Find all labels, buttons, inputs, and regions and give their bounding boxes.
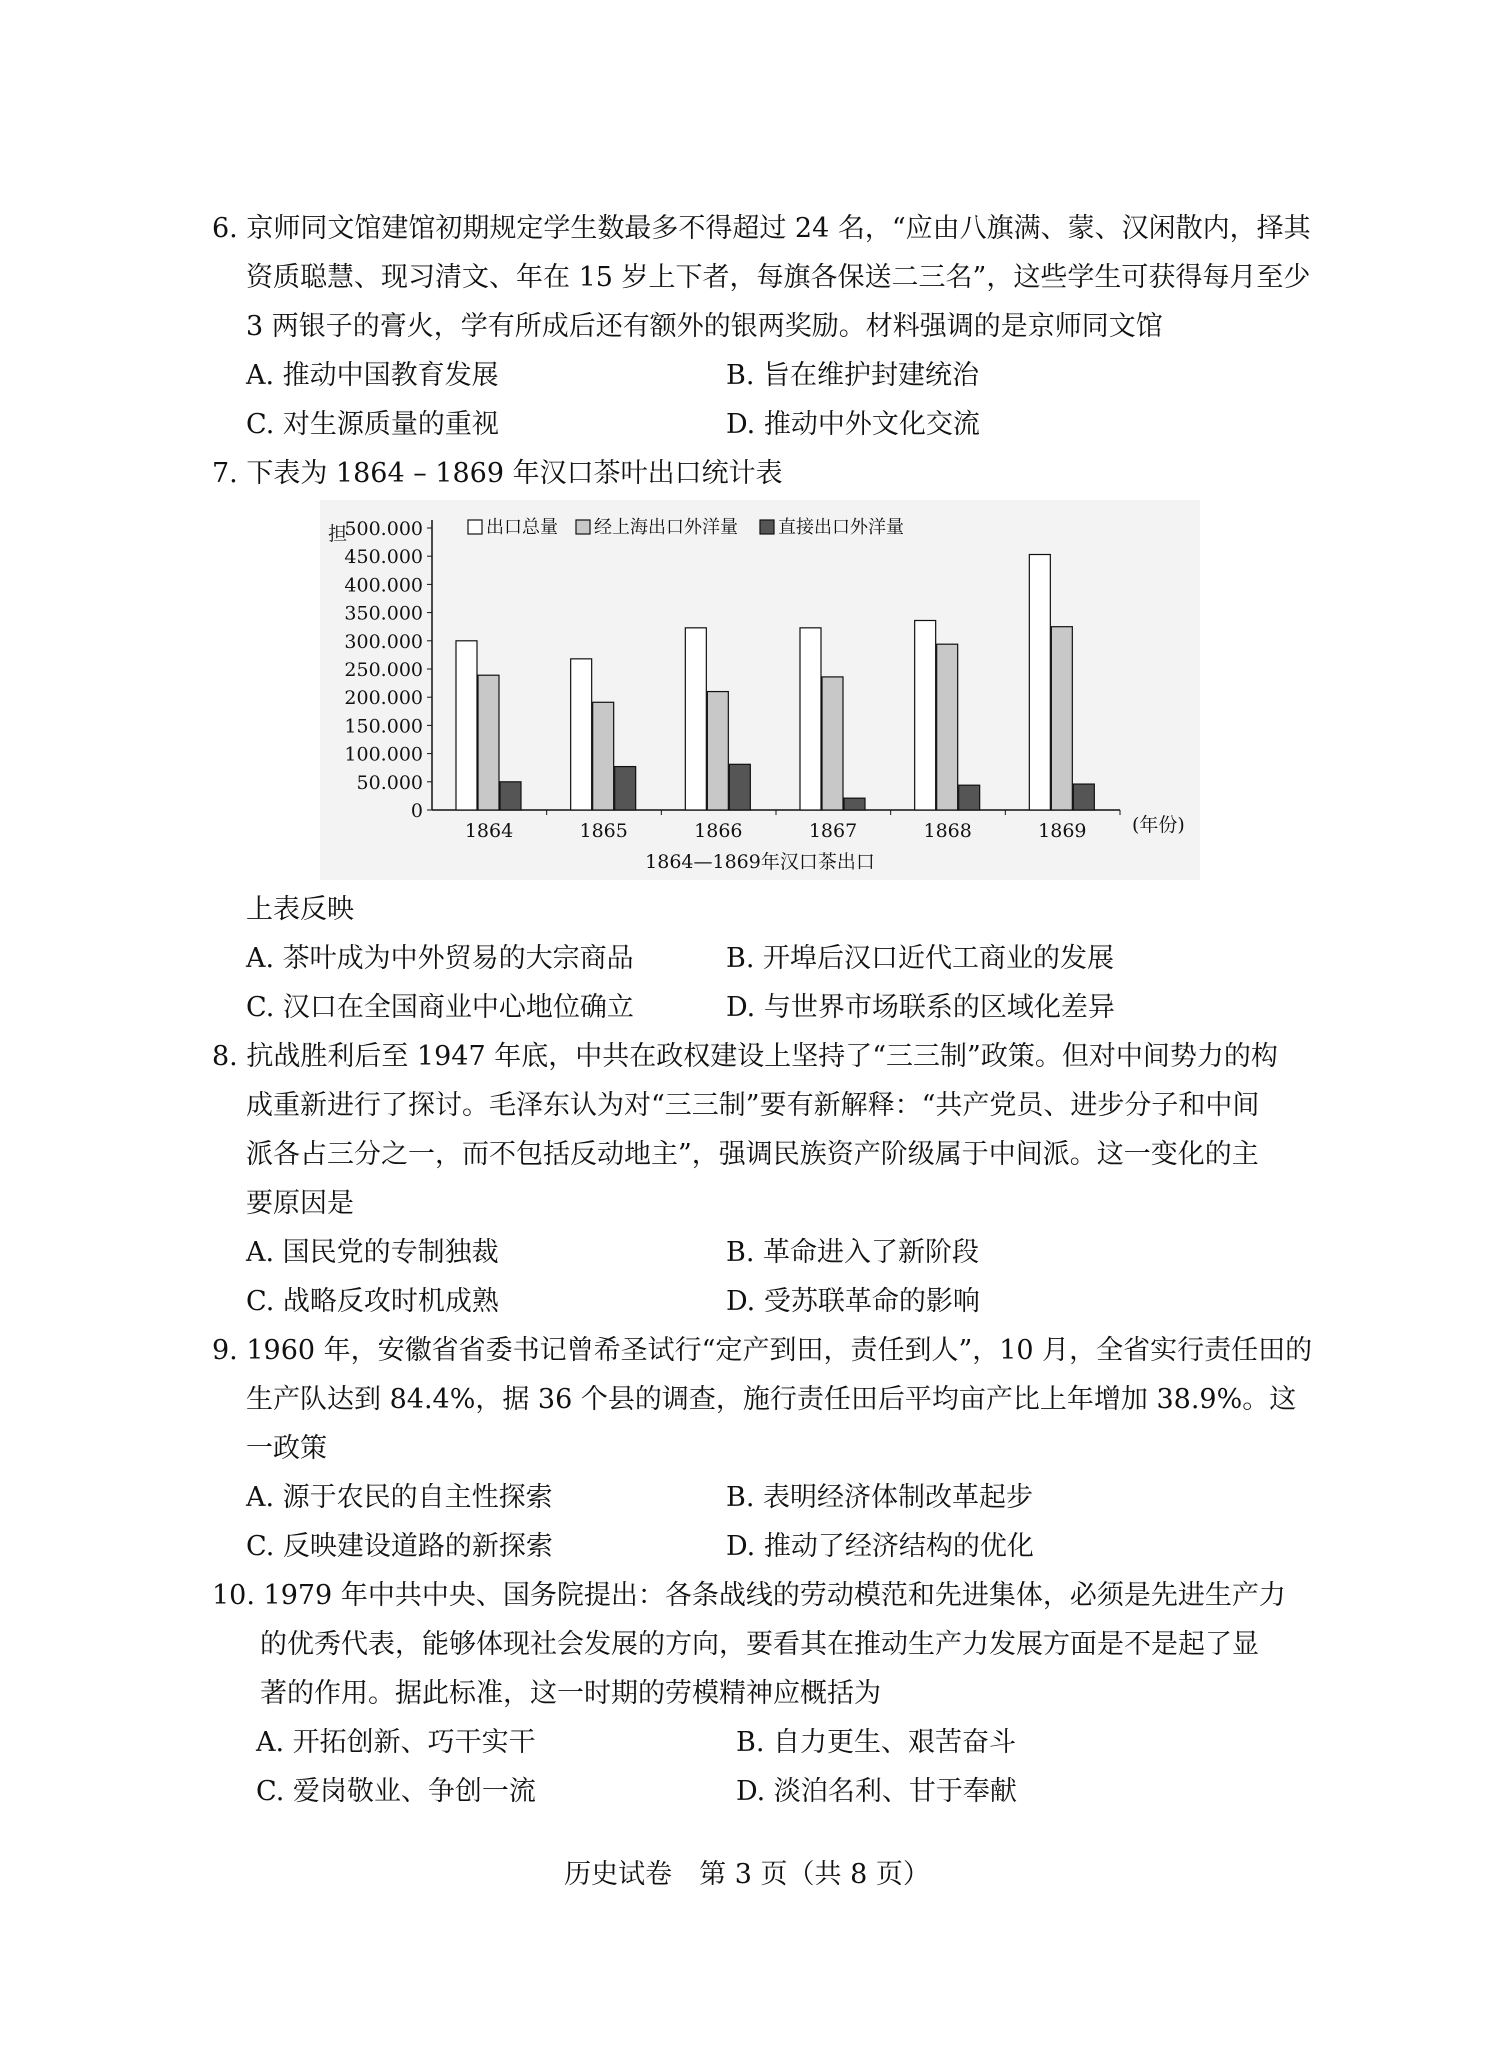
x-tick-label: 1869 — [1038, 820, 1087, 842]
x-tick-label: 1867 — [808, 820, 858, 842]
y-tick-label: 350.000 — [344, 602, 423, 625]
option-d[interactable]: D. 受苏联革命的影响 — [726, 1286, 980, 1317]
y-tick-label: 400.000 — [344, 574, 423, 597]
y-tick-label: 200.000 — [344, 687, 423, 710]
question-6-options — [246, 351, 1286, 449]
option-b[interactable]: B. 开埠后汉口近代工商业的发展 — [726, 943, 1115, 974]
x-tick-label: 1864 — [464, 820, 514, 842]
question-9-options — [246, 1473, 1286, 1571]
y-tick-label: 0 — [410, 800, 423, 822]
y-tick-label: 100.000 — [344, 743, 423, 766]
y-tick-label: 450.000 — [344, 546, 423, 569]
y-tick-label: 150.000 — [344, 715, 423, 738]
question-6-line: 资质聪慧、现习清文、年在 15 岁上下者，每旗各保送二三名”，这些学生可获得每月至少 — [246, 262, 1311, 293]
question-7-options — [246, 934, 1286, 1032]
chart-title: 1864—1869年汉口茶出口 — [645, 851, 875, 873]
bar-1864-0 — [456, 641, 477, 810]
bar-1869-1 — [1051, 627, 1072, 810]
legend-swatch-2 — [760, 520, 774, 534]
question-9-line: 生产队达到 84.4%，据 36 个县的调查，施行责任田后平均亩产比上年增加 38.9%。这 — [246, 1384, 1297, 1415]
bar-1869-0 — [1029, 555, 1050, 810]
question-10 — [212, 1571, 1292, 1718]
y-axis-label: 担 — [328, 523, 348, 545]
option-b[interactable]: B. 表明经济体制改革起步 — [726, 1482, 1034, 1513]
question-10-line: 的优秀代表，能够体现社会发展的方向，要看其在推动生产力发展方面是不是起了显 — [260, 1629, 1259, 1660]
x-tick-label: 1866 — [694, 820, 743, 842]
question-8-line: 派各占三分之一，而不包括反动地主”，强调民族资产阶级属于中间派。这一变化的主 — [246, 1139, 1259, 1170]
option-b[interactable]: B. 自力更生、艰苦奋斗 — [736, 1727, 1017, 1758]
question-8-options — [246, 1228, 1286, 1326]
bar-1866-0 — [685, 628, 706, 810]
option-a[interactable]: A. 推动中国教育发展 — [246, 360, 499, 391]
question-9 — [212, 1326, 1313, 1473]
question-9-line: 一政策 — [246, 1433, 327, 1464]
y-tick-label: 50.000 — [356, 771, 423, 794]
bar-1867-1 — [822, 677, 843, 810]
question-8-line: 成重新进行了探讨。毛泽东认为对“三三制”要有新解释：“共产党员、进步分子和中间 — [246, 1090, 1260, 1121]
question-8-line: 要原因是 — [246, 1188, 354, 1219]
question-8-line: 8. 抗战胜利后至 1947 年底，中共在政权建设上坚持了“三三制”政策。但对中间势力的构 — [212, 1041, 1278, 1072]
legend-swatch-1 — [576, 520, 590, 534]
bar-1865-2 — [615, 767, 636, 810]
bar-1868-2 — [959, 785, 980, 810]
question-6-line: 6. 京师同文馆建馆初期规定学生数最多不得超过 24 名，“应由八旗满、蒙、汉闲散内，择其 — [212, 213, 1311, 244]
bar-1865-1 — [593, 702, 614, 810]
bar-1864-1 — [478, 675, 499, 810]
question-7-prompt: 上表反映 — [246, 894, 354, 925]
question-6-line: 3 两银子的膏火，学有所成后还有额外的银两奖励。材料强调的是京师同文馆 — [246, 311, 1163, 342]
bar-1864-2 — [500, 782, 521, 810]
tea-export-chart — [320, 500, 1200, 880]
bar-1867-0 — [800, 628, 821, 810]
question-10-options — [256, 1718, 1296, 1816]
bar-1865-0 — [571, 659, 592, 810]
option-b[interactable]: B. 旨在维护封建统治 — [726, 360, 980, 391]
option-d[interactable]: D. 推动了经济结构的优化 — [726, 1531, 1034, 1562]
bar-1869-2 — [1073, 784, 1094, 810]
option-a[interactable]: A. 源于农民的自主性探索 — [246, 1482, 553, 1513]
option-c[interactable]: C. 爱岗敬业、争创一流 — [256, 1776, 536, 1807]
question-6 — [212, 204, 1311, 351]
bar-chart-svg — [320, 500, 1200, 880]
question-7 — [212, 449, 1292, 498]
question-9-line: 9. 1960 年，安徽省省委书记曾希圣试行“定产到田，责任到人”，10 月，全省实行责任田的 — [212, 1335, 1313, 1366]
option-a[interactable]: A. 国民党的专制独裁 — [246, 1237, 499, 1268]
legend-label-2: 直接出口外洋量 — [778, 517, 904, 538]
x-axis-label: (年份) — [1132, 814, 1185, 836]
x-tick-label: 1865 — [579, 820, 628, 842]
bar-1867-2 — [844, 798, 865, 810]
option-c[interactable]: C. 对生源质量的重视 — [246, 409, 499, 440]
option-d[interactable]: D. 推动中外文化交流 — [726, 409, 980, 440]
legend-label-1: 经上海出口外洋量 — [594, 517, 738, 538]
y-tick-label: 500.000 — [344, 518, 423, 540]
option-d[interactable]: D. 淡泊名利、甘于奉献 — [736, 1776, 1017, 1807]
bar-1868-1 — [937, 644, 958, 810]
option-c[interactable]: C. 战略反攻时机成熟 — [246, 1286, 499, 1317]
option-c[interactable]: C. 反映建设道路的新探索 — [246, 1531, 553, 1562]
option-a[interactable]: A. 茶叶成为中外贸易的大宗商品 — [246, 943, 634, 974]
bar-1868-0 — [915, 620, 936, 810]
option-a[interactable]: A. 开拓创新、巧干实干 — [256, 1727, 536, 1758]
option-b[interactable]: B. 革命进入了新阶段 — [726, 1237, 980, 1268]
y-tick-label: 250.000 — [344, 659, 423, 681]
question-8 — [212, 1032, 1292, 1228]
page-footer: 历史试卷 第 3 页（共 8 页） — [564, 1859, 930, 1890]
option-c[interactable]: C. 汉口在全国商业中心地位确立 — [246, 992, 634, 1023]
bar-1866-1 — [707, 692, 728, 810]
y-tick-label: 300.000 — [344, 630, 423, 653]
question-7-stem: 7. 下表为 1864 – 1869 年汉口茶叶出口统计表 — [212, 458, 783, 489]
question-10-line: 著的作用。据此标准，这一时期的劳模精神应概括为 — [260, 1678, 881, 1709]
bar-1866-2 — [729, 764, 750, 810]
question-10-line: 10. 1979 年中共中央、国务院提出：各条战线的劳动模范和先进集体，必须是先进生产力 — [212, 1580, 1286, 1611]
legend-swatch-0 — [468, 520, 482, 534]
x-tick-label: 1868 — [923, 820, 972, 842]
option-d[interactable]: D. 与世界市场联系的区域化差异 — [726, 992, 1115, 1023]
legend-label-0: 出口总量 — [486, 517, 558, 538]
